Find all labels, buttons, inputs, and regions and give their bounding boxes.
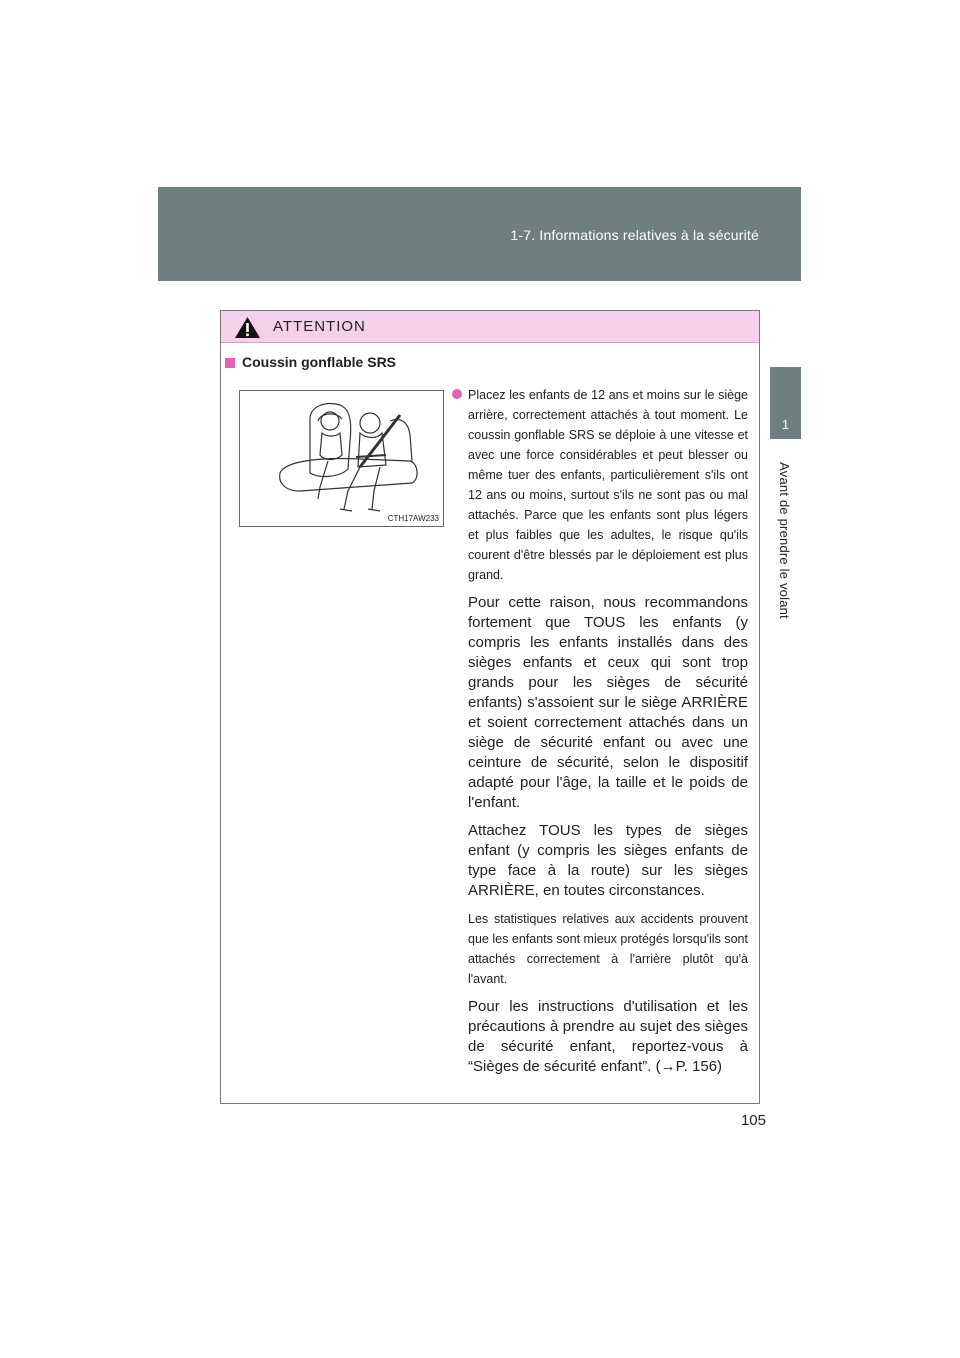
chapter-label: [757, 450, 811, 630]
paragraph-2: Pour cette raison, nous recommandons fortement que TOUS les enfants (y compris les enfants installés dans des sièges enfants et ceux qui sont trop grands pour les sièges de sécurité enfants) s'assoient sur le siège ARRIÈRE et soient correctement attachés dans un siège de sécurité enfant ou avec une ceinture de sécurité, selon le dispositif adapté pour l'âge, la taille et le poids de l'enfant.: [468, 594, 748, 811]
caution-body: [468, 385, 748, 1085]
header-band: [158, 187, 801, 281]
child-seat-illustration: [239, 390, 444, 527]
children-in-rear-seat-illustration: [240, 391, 443, 526]
chapter-tab: [770, 367, 801, 439]
caution-header: [221, 311, 759, 343]
section-title: 1-7. Informations relatives à la sécurité: [510, 227, 759, 243]
chapter-label-text: Avant de prendre le volant: [776, 461, 792, 619]
round-bullet-icon: [452, 389, 462, 399]
chapter-number: 1: [781, 417, 790, 432]
page-number: 105: [740, 1112, 766, 1129]
caution-label: ATTENTION: [273, 318, 366, 335]
warning-triangle-icon: [234, 316, 261, 339]
paragraph-4: Les statistiques relatives aux accidents prouvent que les enfants sont mieux protégés lorsqu'ils sont attachés correctement à l'arrière plutôt qu'à l'avant.: [468, 912, 748, 986]
square-bullet-icon: [225, 358, 235, 368]
section-heading: [225, 354, 396, 370]
paragraph-1: Placez les enfants de 12 ans et moins sur le siège arrière, correctement attachés à tout moment. Le coussin gonflable SRS se déploie à une vitesse et avec une force considérables et peut blesser ou même tuer des enfants, particulièrement s'ils ont 12 ans ou moins, surtout s'ils ne sont pas ou mal attachés. Parce que les enfants sont plus légers et plus faibles que les adultes, le risque qu'ils courent d'être blessés par le déploiement est plus grand.: [468, 388, 748, 582]
section-heading-text: Coussin gonflable SRS: [242, 354, 397, 370]
paragraph-3: Attachez TOUS les types de sièges enfant (y compris les sièges enfants de type face à la route) sur les sièges ARRIÈRE, en toutes circonstances.: [468, 822, 748, 899]
caution-box: [220, 310, 760, 1104]
figure-code: CTH17AW233: [387, 514, 439, 523]
paragraph-5: Pour les instructions d'utilisation et les précautions à prendre au sujet des sièges de sécurité enfant, reportez-vous à “Sièges de sécurité enfant”. (→P. 156): [468, 998, 748, 1075]
